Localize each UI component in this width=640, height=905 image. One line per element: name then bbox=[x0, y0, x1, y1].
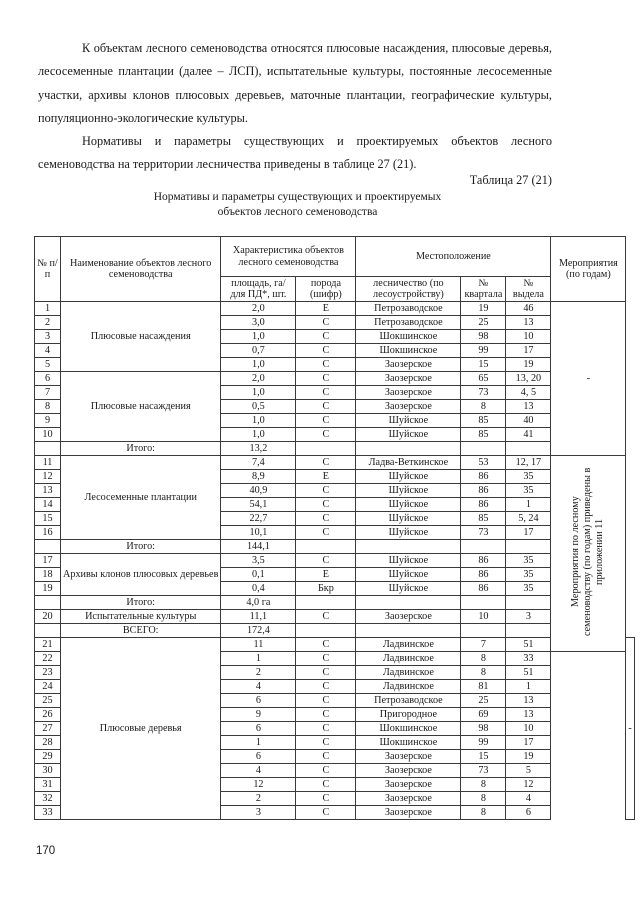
cell-area: 0,7 bbox=[221, 344, 296, 358]
cell-kvartal: 86 bbox=[461, 568, 506, 582]
cell-vydel: 19 bbox=[506, 358, 551, 372]
cell-kvartal: 85 bbox=[461, 428, 506, 442]
header-events: Мероприятия (по годам) bbox=[551, 237, 626, 302]
header-kvartal: № квартала bbox=[461, 277, 506, 302]
cell-vydel: 4 bbox=[506, 792, 551, 806]
cell-breed: С bbox=[296, 386, 356, 400]
cell-vydel: 13, 20 bbox=[506, 372, 551, 386]
cell-num: 21 bbox=[35, 638, 61, 652]
cell-kvartal: 15 bbox=[461, 750, 506, 764]
cell-breed: Е bbox=[296, 470, 356, 484]
cell-forestry: Ладва-Веткинское bbox=[356, 456, 461, 470]
cell-num: 6 bbox=[35, 372, 61, 386]
cell-vydel: 51 bbox=[506, 638, 551, 652]
header-area: площадь, га/ для ПД*, шт. bbox=[221, 277, 296, 302]
cell-num: 1 bbox=[35, 302, 61, 316]
cell-kvartal: 7 bbox=[461, 638, 506, 652]
cell-forestry: Заозерское bbox=[356, 372, 461, 386]
cell-forestry: Заозерское bbox=[356, 400, 461, 414]
cell-area: 54,1 bbox=[221, 498, 296, 512]
cell-kvartal: 8 bbox=[461, 778, 506, 792]
cell-vydel: 33 bbox=[506, 652, 551, 666]
cell-breed: С bbox=[296, 330, 356, 344]
cell-vydel: 19 bbox=[506, 750, 551, 764]
cell-num: 8 bbox=[35, 400, 61, 414]
cell-kvartal: 8 bbox=[461, 792, 506, 806]
cell-vydel: 35 bbox=[506, 582, 551, 596]
cell-num: 15 bbox=[35, 512, 61, 526]
cell-forestry: Заозерское bbox=[356, 358, 461, 372]
cell-area: 11 bbox=[221, 638, 296, 652]
cell-kvartal: 86 bbox=[461, 498, 506, 512]
subtotal-value: 4,0 га bbox=[221, 596, 296, 610]
cell-vydel: 17 bbox=[506, 526, 551, 540]
cell-kvartal: 99 bbox=[461, 736, 506, 750]
table-title-line-2: объектов лесного семеноводства bbox=[217, 205, 378, 218]
cell-num: 28 bbox=[35, 736, 61, 750]
subtotal-label: Итого: bbox=[61, 596, 221, 610]
cell-kvartal: 25 bbox=[461, 694, 506, 708]
cell-breed: С bbox=[296, 708, 356, 722]
cell-forestry: Шокшинское bbox=[356, 722, 461, 736]
cell-kvartal: 53 bbox=[461, 456, 506, 470]
header-vydel: № выдела bbox=[506, 277, 551, 302]
cell-breed: С bbox=[296, 792, 356, 806]
cell-area: 6 bbox=[221, 722, 296, 736]
cell-kvartal: 73 bbox=[461, 526, 506, 540]
events-note-cell bbox=[551, 456, 626, 652]
cell-area: 1,0 bbox=[221, 428, 296, 442]
cell-num: 11 bbox=[35, 456, 61, 470]
cell-breed: С bbox=[296, 554, 356, 568]
cell-forestry: Петрозаводское bbox=[356, 694, 461, 708]
cell-breed: С bbox=[296, 414, 356, 428]
cell-area: 1,0 bbox=[221, 386, 296, 400]
cell-breed: С bbox=[296, 610, 356, 624]
cell-breed: С bbox=[296, 526, 356, 540]
cell-num: 26 bbox=[35, 708, 61, 722]
cell-breed: С bbox=[296, 778, 356, 792]
cell-kvartal: 86 bbox=[461, 484, 506, 498]
cell-num: 29 bbox=[35, 750, 61, 764]
cell-forestry: Ладвинское bbox=[356, 638, 461, 652]
cell-forestry: Заозерское bbox=[356, 764, 461, 778]
cell-num: 25 bbox=[35, 694, 61, 708]
cell-area: 3 bbox=[221, 806, 296, 820]
cell-num: 12 bbox=[35, 470, 61, 484]
cell-area: 2,0 bbox=[221, 372, 296, 386]
cell-num: 32 bbox=[35, 792, 61, 806]
table-row bbox=[35, 610, 635, 624]
cell-kvartal: 8 bbox=[461, 652, 506, 666]
cell-forestry: Петрозаводское bbox=[356, 316, 461, 330]
cell-breed: Бкр bbox=[296, 582, 356, 596]
cell-area: 1,0 bbox=[221, 330, 296, 344]
cell-breed: С bbox=[296, 428, 356, 442]
cell-area: 0,5 bbox=[221, 400, 296, 414]
table-title-line-1: Нормативы и параметры существующих и проектируемых bbox=[153, 191, 442, 203]
cell-area: 6 bbox=[221, 750, 296, 764]
cell-vydel: 5 bbox=[506, 764, 551, 778]
cell-forestry: Шуйское bbox=[356, 512, 461, 526]
group-name: Плюсовые насаждения bbox=[61, 372, 221, 442]
cell-kvartal: 8 bbox=[461, 666, 506, 680]
cell-breed: С bbox=[296, 694, 356, 708]
cell-breed: С bbox=[296, 358, 356, 372]
cell-num: 4 bbox=[35, 344, 61, 358]
cell-breed: С bbox=[296, 736, 356, 750]
cell-vydel: 46 bbox=[506, 302, 551, 316]
cell-area: 2 bbox=[221, 792, 296, 806]
cell-breed: С bbox=[296, 484, 356, 498]
cell-breed: С bbox=[296, 680, 356, 694]
cell-area: 8,9 bbox=[221, 470, 296, 484]
cell-breed: Е bbox=[296, 302, 356, 316]
cell-area: 12 bbox=[221, 778, 296, 792]
cell-num: 24 bbox=[35, 680, 61, 694]
cell-forestry: Петрозаводское bbox=[356, 302, 461, 316]
cell-vydel: 12, 17 bbox=[506, 456, 551, 470]
cell-area: 9 bbox=[221, 708, 296, 722]
cell-area: 40,9 bbox=[221, 484, 296, 498]
cell-area: 4 bbox=[221, 680, 296, 694]
events-cell-dash: - bbox=[551, 302, 626, 456]
cell-kvartal: 98 bbox=[461, 330, 506, 344]
cell-kvartal: 65 bbox=[461, 372, 506, 386]
cell-num: 18 bbox=[35, 568, 61, 582]
cell-area: 1 bbox=[221, 652, 296, 666]
cell-forestry: Шокшинское bbox=[356, 330, 461, 344]
subtotal-value: 13,2 bbox=[221, 442, 296, 456]
seed-objects-table bbox=[34, 236, 635, 820]
cell-forestry: Шуйское bbox=[356, 484, 461, 498]
subtotal-label: Итого: bbox=[61, 442, 221, 456]
cell-kvartal: 73 bbox=[461, 386, 506, 400]
cell-kvartal: 25 bbox=[461, 316, 506, 330]
group-name: Архивы клонов плюсовых деревьев bbox=[61, 554, 221, 596]
grand-total-label: ВСЕГО: bbox=[61, 624, 221, 638]
cell-breed: С bbox=[296, 344, 356, 358]
grand-total-value: 172,4 bbox=[221, 624, 296, 638]
cell-vydel: 40 bbox=[506, 414, 551, 428]
table-row bbox=[35, 372, 635, 386]
cell-breed: С bbox=[296, 400, 356, 414]
cell-num: 30 bbox=[35, 764, 61, 778]
cell-num: 22 bbox=[35, 652, 61, 666]
cell-vydel: 51 bbox=[506, 666, 551, 680]
header-location: Местоположение bbox=[356, 237, 551, 277]
cell-vydel: 41 bbox=[506, 428, 551, 442]
cell-forestry: Шуйское bbox=[356, 498, 461, 512]
table-row bbox=[35, 456, 635, 470]
cell-forestry: Ладвинское bbox=[356, 652, 461, 666]
cell-breed: С bbox=[296, 638, 356, 652]
page-number: 170 bbox=[36, 845, 56, 857]
cell-kvartal: 99 bbox=[461, 344, 506, 358]
cell-num: 16 bbox=[35, 526, 61, 540]
cell-vydel: 35 bbox=[506, 554, 551, 568]
cell-num: 23 bbox=[35, 666, 61, 680]
group-name: Плюсовые деревья bbox=[61, 638, 221, 820]
cell-num: 27 bbox=[35, 722, 61, 736]
header-num: № п/п bbox=[35, 237, 61, 302]
cell-area: 1,0 bbox=[221, 358, 296, 372]
cell-forestry: Ладвинское bbox=[356, 680, 461, 694]
cell-area: 11,1 bbox=[221, 610, 296, 624]
cell-area: 7,4 bbox=[221, 456, 296, 470]
cell-forestry: Шуйское bbox=[356, 470, 461, 484]
cell-area: 2 bbox=[221, 666, 296, 680]
cell-breed: С bbox=[296, 512, 356, 526]
cell-forestry: Заозерское bbox=[356, 806, 461, 820]
cell-num: 3 bbox=[35, 330, 61, 344]
group-name: Испытательные культуры bbox=[61, 610, 221, 624]
intro-paragraph: К объектам лесного семеноводства относятся плюсовые насаждения, плюсовые деревья, лесосеменные плантации (далее – ЛСП), испытательные культуры, постоянные лесосеменные участки, архивы клонов плюсовых деревьев, маточные плантации, географические культуры, популяционно-экологические культуры. bbox=[38, 41, 552, 125]
cell-breed: С bbox=[296, 722, 356, 736]
cell-forestry: Пригородное bbox=[356, 708, 461, 722]
table-row bbox=[35, 302, 635, 316]
header-name: Наименование объектов лесного семеноводства bbox=[61, 237, 221, 302]
cell-breed: С bbox=[296, 806, 356, 820]
cell-forestry: Шуйское bbox=[356, 582, 461, 596]
cell-vydel: 12 bbox=[506, 778, 551, 792]
cell-breed: С bbox=[296, 498, 356, 512]
cell-vydel: 35 bbox=[506, 484, 551, 498]
cell-num: 33 bbox=[35, 806, 61, 820]
cell-area: 1,0 bbox=[221, 414, 296, 428]
cell-vydel: 13 bbox=[506, 694, 551, 708]
subtotal-row bbox=[35, 442, 635, 456]
cell-vydel: 17 bbox=[506, 736, 551, 750]
cell-kvartal: 73 bbox=[461, 764, 506, 778]
header-forestry: лесничество (по лесоустройству) bbox=[356, 277, 461, 302]
cell-area: 6 bbox=[221, 694, 296, 708]
cell-vydel: 4, 5 bbox=[506, 386, 551, 400]
subtotal-label: Итого: bbox=[61, 540, 221, 554]
events-note: Мероприятия по лесному семеноводству (по годам) приведены в приложении 11 bbox=[570, 467, 606, 637]
cell-forestry: Заозерское bbox=[356, 792, 461, 806]
cell-vydel: 1 bbox=[506, 680, 551, 694]
events-cell-dash: - bbox=[626, 638, 634, 820]
cell-vydel: 5, 24 bbox=[506, 512, 551, 526]
cell-forestry: Шокшинское bbox=[356, 736, 461, 750]
table-title bbox=[30, 190, 565, 219]
header-characteristics: Характеристика объектов лесного семеноводства bbox=[221, 237, 356, 277]
group-name: Лесосеменные плантации bbox=[61, 456, 221, 540]
cell-num: 17 bbox=[35, 554, 61, 568]
cell-num: 2 bbox=[35, 316, 61, 330]
table-row bbox=[35, 638, 635, 652]
cell-forestry: Шокшинское bbox=[356, 344, 461, 358]
cell-forestry: Заозерское bbox=[356, 386, 461, 400]
cell-vydel: 17 bbox=[506, 344, 551, 358]
cell-forestry: Шуйское bbox=[356, 526, 461, 540]
cell-kvartal: 81 bbox=[461, 680, 506, 694]
subtotal-row bbox=[35, 596, 635, 610]
cell-forestry: Шуйское bbox=[356, 414, 461, 428]
cell-kvartal: 86 bbox=[461, 554, 506, 568]
cell-vydel: 6 bbox=[506, 806, 551, 820]
cell-kvartal: 69 bbox=[461, 708, 506, 722]
cell-kvartal: 86 bbox=[461, 470, 506, 484]
cell-forestry: Заозерское bbox=[356, 610, 461, 624]
cell-area: 22,7 bbox=[221, 512, 296, 526]
cell-kvartal: 10 bbox=[461, 610, 506, 624]
cell-area: 0,1 bbox=[221, 568, 296, 582]
cell-area: 10,1 bbox=[221, 526, 296, 540]
cell-vydel: 13 bbox=[506, 316, 551, 330]
cell-breed: С bbox=[296, 750, 356, 764]
table-row bbox=[35, 554, 635, 568]
cell-breed: С bbox=[296, 372, 356, 386]
cell-forestry: Ладвинское bbox=[356, 666, 461, 680]
cell-breed: Е bbox=[296, 568, 356, 582]
group-name: Плюсовые насаждения bbox=[61, 302, 221, 372]
cell-num: 9 bbox=[35, 414, 61, 428]
cell-num: 10 bbox=[35, 428, 61, 442]
cell-num: 19 bbox=[35, 582, 61, 596]
cell-forestry: Шуйское bbox=[356, 554, 461, 568]
cell-num: 5 bbox=[35, 358, 61, 372]
subtotal-row bbox=[35, 540, 635, 554]
cell-area: 2,0 bbox=[221, 302, 296, 316]
cell-kvartal: 8 bbox=[461, 806, 506, 820]
cell-vydel: 10 bbox=[506, 722, 551, 736]
cell-kvartal: 85 bbox=[461, 414, 506, 428]
cell-num: 13 bbox=[35, 484, 61, 498]
cell-area: 3,0 bbox=[221, 316, 296, 330]
table-caption: Таблица 27 (21) bbox=[469, 173, 552, 187]
grand-total-row bbox=[35, 624, 635, 638]
header-breed: порода (шифр) bbox=[296, 277, 356, 302]
cell-breed: С bbox=[296, 666, 356, 680]
cell-forestry: Заозерское bbox=[356, 778, 461, 792]
cell-num: 20 bbox=[35, 610, 61, 624]
cell-forestry: Шуйское bbox=[356, 568, 461, 582]
cell-kvartal: 86 bbox=[461, 582, 506, 596]
cell-vydel: 13 bbox=[506, 400, 551, 414]
cell-num: 14 bbox=[35, 498, 61, 512]
cell-kvartal: 85 bbox=[461, 512, 506, 526]
cell-vydel: 10 bbox=[506, 330, 551, 344]
cell-kvartal: 98 bbox=[461, 722, 506, 736]
cell-area: 3,5 bbox=[221, 554, 296, 568]
cell-vydel: 1 bbox=[506, 498, 551, 512]
cell-breed: С bbox=[296, 456, 356, 470]
cell-area: 0,4 bbox=[221, 582, 296, 596]
cell-vydel: 13 bbox=[506, 708, 551, 722]
cell-kvartal: 8 bbox=[461, 400, 506, 414]
cell-kvartal: 19 bbox=[461, 302, 506, 316]
reference-paragraph: Нормативы и параметры существующих и проектируемых объектов лесного семеноводства на территории лесничества приведены в таблице 27 (21). bbox=[38, 134, 552, 172]
cell-vydel: 35 bbox=[506, 470, 551, 484]
cell-forestry: Заозерское bbox=[356, 750, 461, 764]
cell-vydel: 35 bbox=[506, 568, 551, 582]
cell-breed: С bbox=[296, 764, 356, 778]
cell-forestry: Шуйское bbox=[356, 428, 461, 442]
cell-breed: С bbox=[296, 316, 356, 330]
cell-kvartal: 15 bbox=[461, 358, 506, 372]
cell-num: 31 bbox=[35, 778, 61, 792]
cell-vydel: 3 bbox=[506, 610, 551, 624]
cell-area: 4 bbox=[221, 764, 296, 778]
cell-area: 1 bbox=[221, 736, 296, 750]
subtotal-value: 144,1 bbox=[221, 540, 296, 554]
cell-num: 7 bbox=[35, 386, 61, 400]
cell-breed: С bbox=[296, 652, 356, 666]
